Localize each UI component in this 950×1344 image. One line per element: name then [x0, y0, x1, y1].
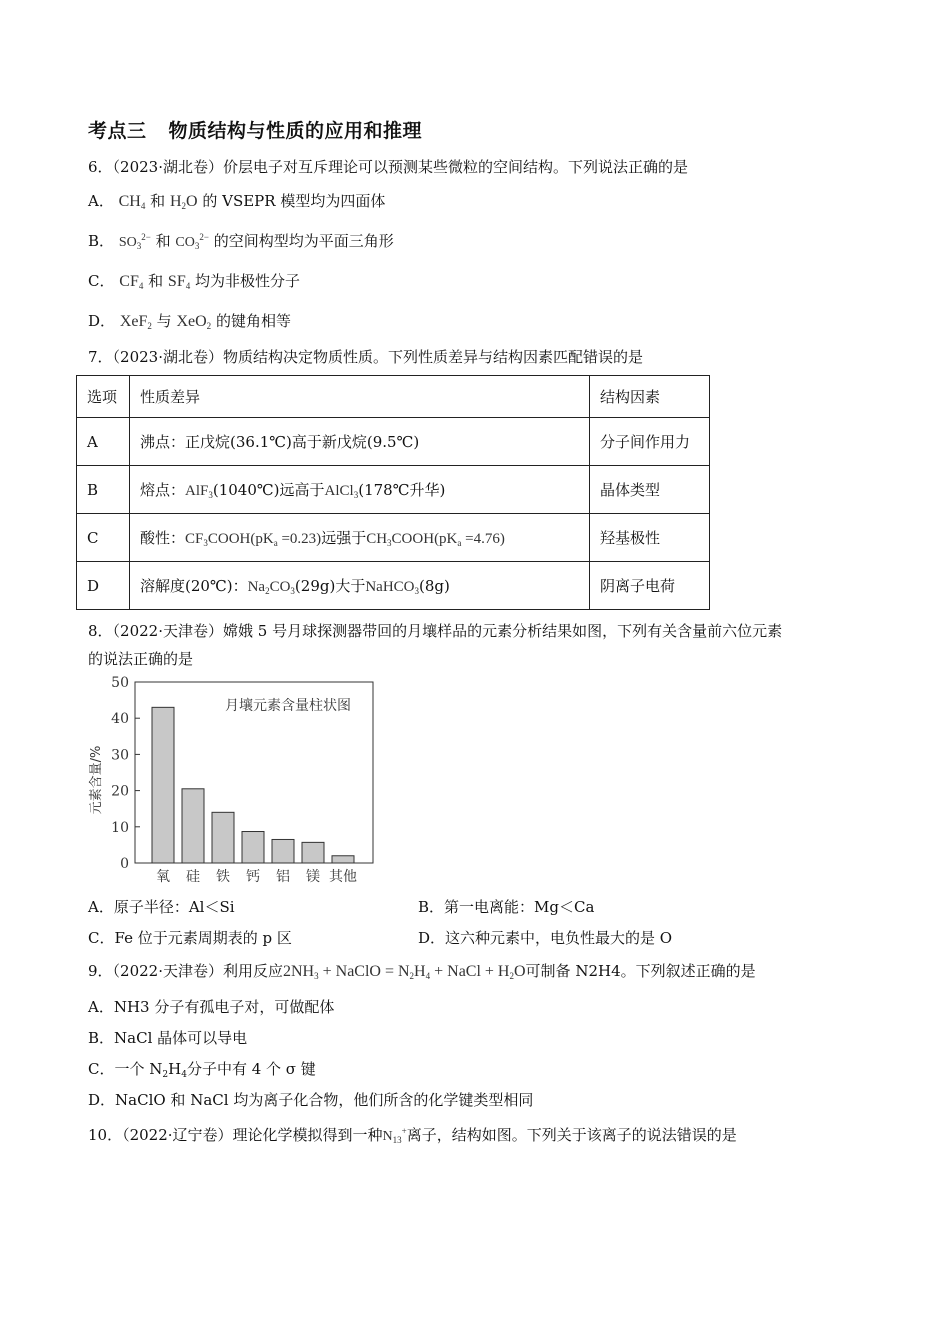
option-cell: D [77, 562, 130, 610]
q9-option-c: C．一个 $N_2H_4$分子中有 4 个 σ 键 [88, 1060, 316, 1080]
property-cell: 熔点：AlF$_3$(1040℃)远高于AlCl$_3$(178℃升华) [130, 466, 590, 514]
header-cell: 性质差异 [130, 376, 590, 418]
y-tick-label: 10 [111, 819, 129, 836]
y-tick-label: 30 [111, 747, 129, 764]
q9-option-b: B．NaCl 晶体可以导电 [88, 1029, 248, 1047]
y-tick-label: 20 [111, 783, 129, 800]
formula-alf3: AlF$_3$ [185, 483, 213, 500]
bar-1 [182, 789, 204, 863]
x-category-label: 铁 [216, 869, 230, 885]
moon-soil-bar-chart [80, 672, 380, 887]
table-row [77, 514, 710, 562]
q9-option-d: D．NaClO 和 NaCl 均为离子化合物，他们所含的化学键类型相同 [88, 1091, 534, 1109]
q8-option-c: C．Fe 位于元素周期表的 p 区 [88, 929, 292, 947]
x-category-label: 铝 [276, 869, 290, 885]
table-row [77, 466, 710, 514]
formula-sf4: $SF_4$ [167, 273, 191, 291]
formula-ch3cooh: $CH_3COOH$ [366, 531, 435, 548]
formula-co3-2minus: $CO_3^{2-}$ [175, 232, 209, 251]
q10-stem: 10．（2022·辽宁卷）理论化学模拟得到一种$N_{13}^+$离子，结构如图。下列关于该离子的说法错误的是 [88, 1126, 737, 1145]
bar-3 [242, 832, 264, 863]
q6-option-c: C． $CF_4$ 和 $SF_4$ 均为非极性分子 [88, 272, 301, 291]
q9-stem: 9．（2022·天津卷）利用反应$2NH_3$ + NaClO = $N_2H_4$ + NaCl + $H_2O$可制备 N2H4。下列叙述正确的是 [88, 962, 756, 981]
section-heading [88, 116, 422, 143]
property-cell: 溶解度(20℃)：$Na_2CO_3(29g)$大于NaHCO$_3$(8g) [130, 562, 590, 610]
property-cell: 沸点：正戊烷(36.1℃)高于新戊烷(9.5℃) [130, 418, 590, 466]
header-cell: 选项 [77, 376, 130, 418]
q8-option-d: D．这六种元素中，电负性最大的是 O [418, 929, 673, 947]
table-row [77, 418, 710, 466]
formula-h2o: $H_2O$ [169, 193, 198, 211]
formula-xeo2: XeO$_2$ [176, 313, 212, 331]
option-cell: A [77, 418, 130, 466]
formula-alcl3: AlCl$_3$ [324, 483, 359, 500]
factor-cell: 晶体类型 [590, 466, 710, 514]
formula-cf3cooh: $CF_3COOH$ [185, 531, 251, 548]
property-cell: 酸性：$CF_3COOH(pK_a =0.23)$远强于$CH_3COOH(pK_a =4.76)$ [130, 514, 590, 562]
q6-stem: 6．（2023·湖北卷）价层电子对互斥理论可以预测某些微粒的空间结构。下列说法正确的是 [88, 158, 688, 176]
header-cell: 结构因素 [590, 376, 710, 418]
formula-cf4: $CF_4$ [119, 273, 144, 291]
y-tick-label: 50 [111, 675, 129, 691]
reaction-equation: $2NH_3$ + NaClO = $N_2H_4$ + NaCl + $H_2O$ [283, 963, 526, 981]
q8-option-a: A．原子半径：Al＜Si [88, 898, 235, 916]
q8-stem-line2: 的说法正确的是 [88, 650, 194, 668]
section-number: 考点三 [88, 120, 147, 142]
q6-option-a: A． $CH_4$ 和 $H_2O$ 的 VSEPR 模型均为四面体 [88, 192, 386, 211]
option-cell: B [77, 466, 130, 514]
x-category-label: 镁 [306, 869, 320, 885]
q8-stem-line1: 8．（2022·天津卷）嫦娥 5 号月球探测器带回的月壤样品的元素分析结果如图，下列有关含量前六位元素 [88, 622, 783, 640]
q6-option-b: B． $SO_3^{2-}$ 和 $CO_3^{2-}$ 的空间构型均为平面三角形 [88, 232, 394, 251]
x-category-label: 其他 [329, 869, 357, 885]
table-row [77, 562, 710, 610]
factor-cell: 羟基极性 [590, 514, 710, 562]
formula-so3-2minus: $SO_3^{2-}$ [118, 232, 151, 251]
y-axis-label: 元素含量/% [89, 745, 104, 815]
bar-6 [332, 856, 354, 863]
q7-stem: 7．（2023·湖北卷）物质结构决定物质性质。下列性质差异与结构因素匹配错误的是 [88, 348, 643, 366]
x-category-label: 硅 [186, 869, 200, 885]
factor-cell: 分子间作用力 [590, 418, 710, 466]
x-category-label: 钙 [246, 869, 260, 885]
y-tick-label: 40 [111, 711, 129, 728]
formula-xef2: XeF$_2$ [119, 313, 152, 331]
factor-cell: 阴离子电荷 [590, 562, 710, 610]
chart-title: 月壤元素含量柱状图 [225, 698, 351, 714]
table-header-row [77, 376, 710, 418]
q8-option-b: B．第一电离能：Mg＜Ca [418, 898, 595, 916]
q6-option-d: D． XeF$_2$ 与 XeO$_2$ 的键角相等 [88, 312, 291, 331]
q7-table [76, 375, 710, 610]
section-title: 物质结构与性质的应用和推理 [168, 120, 423, 142]
formula-nahco3: NaHCO$_3$ [365, 579, 419, 596]
bar-0 [152, 707, 174, 863]
option-cell: C [77, 514, 130, 562]
x-category-label: 氧 [156, 869, 170, 885]
formula-na2co3: $Na_2CO_3$ [247, 579, 295, 596]
bar-5 [302, 842, 324, 863]
bar-2 [212, 812, 234, 863]
formula-ch4: $CH_4$ [118, 193, 146, 211]
q9-option-a: A．NH3 分子有孤电子对，可做配体 [88, 998, 335, 1016]
bar-4 [272, 839, 294, 863]
formula-n13-plus: $N_{13}^+$ [382, 1126, 407, 1145]
y-tick-label: 0 [120, 856, 129, 872]
